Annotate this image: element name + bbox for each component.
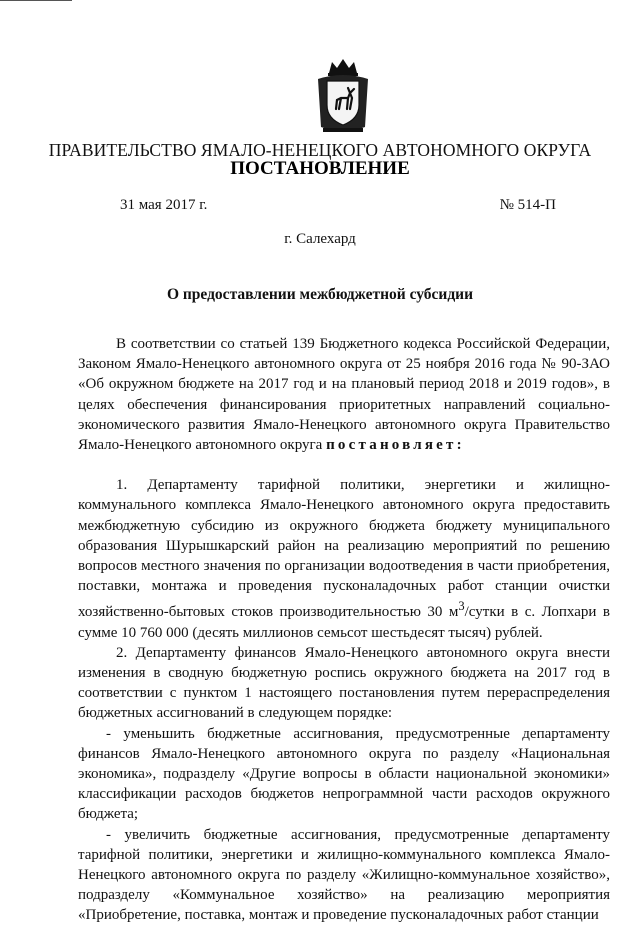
paragraph-1-text-end: /сутки в с. Лопхари в сумме 10 760 000 (десять миллионов семьсот шестьдесят тысяч) рублей. <box>78 604 610 641</box>
paragraph-2: 2. Департаменту финансов Ямало-Ненецкого автономного округа внести изменения в сводную бюджетную роспись окружного бюджета на 2017 год в соответствии с пунктом 1 настоящего постановления путем перераспределения бюджетных ассигнований в следующем порядке: <box>78 644 610 722</box>
superscript-3: 3 <box>458 599 465 614</box>
paragraph-1-text: 1. Департаменту тарифной политики, энергетики и жилищно-коммунального комплекса Ямало-Ненецкого автономного округа предоставить межбюджетную субсидию из окружного бюджета бюджету муниципального образования Шурышкарский район на реализацию мероприятий по решению вопросов местного значения по организации водоотведения в части приобретения, поставки, монтажа и проведения пусконаладочных работ станции очистки хозяйственно-бытовых стоков производительностью 30 м <box>78 477 610 621</box>
coat-of-arms-icon <box>315 57 371 135</box>
document-number: № 514-П <box>499 197 556 213</box>
dash-item-increase: - увеличить бюджетные ассигнования, предусмотренные департаменту тарифной политики, энергетики и жилищно-коммунального комплекса Ямало-Ненецкого автономного округа по разделу «Жилищно-коммунальное хозяйство», подразделу «Коммунальное хозяйство» на реализацию мероприятия «Приобретение, поставка, монтаж и проведение пусконаладочных работ станции <box>78 826 610 924</box>
document-date: 31 мая 2017 г. <box>120 197 208 213</box>
organization-title: ПРАВИТЕЛЬСТВО ЯМАЛО-НЕНЕЦКОГО АВТОНОМНОГО ОКРУГА <box>48 140 592 160</box>
preamble-paragraph <box>78 334 610 455</box>
decides-word: постановляет: <box>326 437 465 454</box>
document-subject: О предоставлении межбюджетной субсидии <box>166 286 474 303</box>
paragraph-1 <box>78 475 610 643</box>
document-city: г. Салехард <box>284 231 356 247</box>
dash-item-decrease: - уменьшить бюджетные ассигнования, предусмотренные департаменту финансов Ямало-Ненецкого автономного округа по разделу «Национальная экономика», подразделу «Другие вопросы в области национальной экономики» классификации расходов бюджетов непрограммной части расходов окружного бюджета; <box>78 725 610 823</box>
preamble-text: В соответствии со статьей 139 Бюджетного кодекса Российской Федерации, Законом Ямало-Ненецкого автономного округа от 25 ноября 2016 года № 90-ЗАО «Об окружном бюджете на 2017 год и на плановый период 2018 и 2019 годов», в целях обеспечения финансирования приоритетных направлений социально-экономического развития Ямало-Ненецкого автономного округа Правительство Ямало-Ненецкого автономного округа <box>78 336 610 454</box>
document-type: ПОСТАНОВЛЕНИЕ <box>230 158 410 179</box>
document-body <box>78 334 610 926</box>
top-edge-rule <box>0 0 72 1</box>
